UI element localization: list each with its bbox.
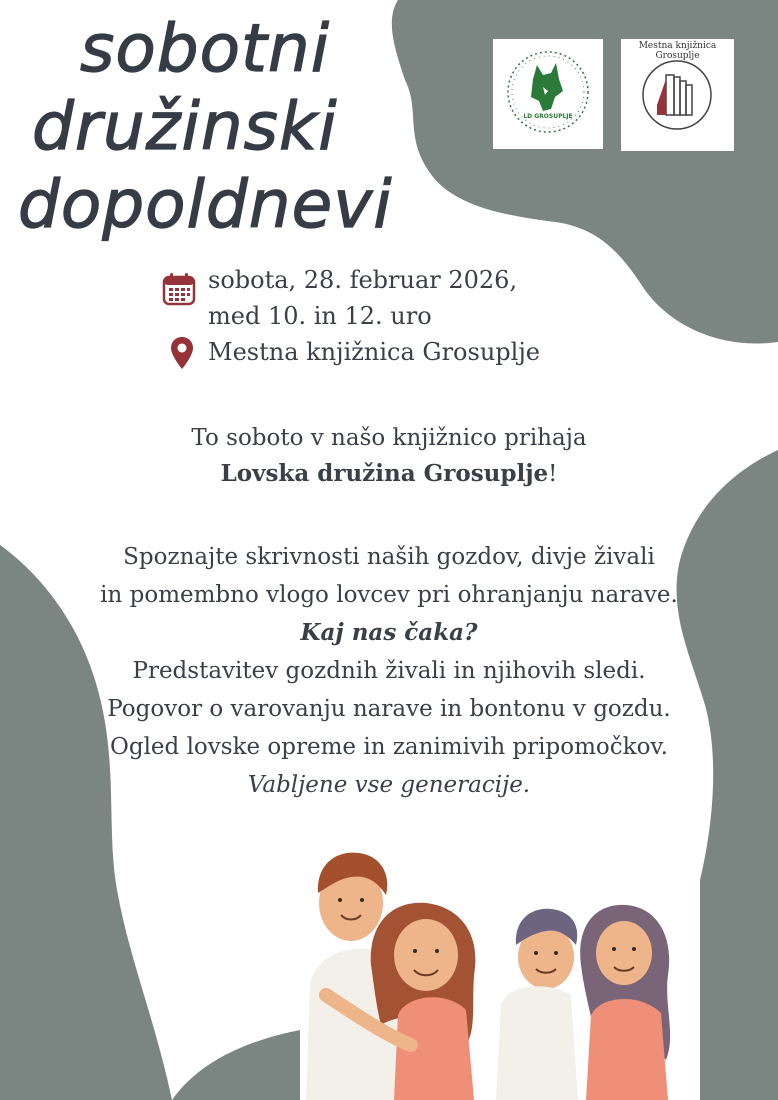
program-item-3: Ogled lovske opreme in zanimivih pripomočkov. xyxy=(109,734,668,760)
calendar-icon xyxy=(162,272,196,316)
event-date: sobota, 28. februar 2026, xyxy=(208,266,518,294)
program-heading: Kaj nas čaka? xyxy=(300,619,478,646)
ld-grosuplje-logo xyxy=(493,39,603,149)
bottom-blob xyxy=(172,1030,300,1100)
event-time: med 10. in 12. uro xyxy=(208,302,432,330)
title-line-2: družinski xyxy=(32,88,338,165)
girl-figure xyxy=(580,905,670,1100)
program-item-2: Pogovor o varovanju narave in bontonu v gozdu. xyxy=(107,696,671,722)
poster-title xyxy=(18,10,398,244)
family-illustration xyxy=(296,845,716,1100)
description-line-2: in pomembno vlogo lovcev pri ohranjanju narave. xyxy=(100,582,678,608)
event-location-row xyxy=(160,334,580,370)
title-line-3: dopoldnevi xyxy=(18,166,393,243)
library-building-icon xyxy=(657,75,692,115)
event-info xyxy=(160,262,580,370)
event-location: Mestna knjižnica Grosuplje xyxy=(208,338,540,366)
ld-logo-text: LD GROSUPLJE xyxy=(523,113,573,120)
library-logo xyxy=(621,39,734,151)
program-item-1: Predstavitev gozdnih živali in njihovih sledi. xyxy=(132,658,646,684)
intro-host-line xyxy=(0,456,778,492)
library-logo-text: Mestna knjižnica Grosuplje xyxy=(638,41,717,61)
title-line-1: sobotni xyxy=(80,10,331,87)
event-date-row xyxy=(160,262,580,334)
closing-line: Vabljene vse generacije. xyxy=(247,772,531,798)
intro-line: To soboto v našo knjižnico prihaja xyxy=(191,425,587,451)
description-line-1: Spoznajte skrivnosti naših gozdov, divje živali xyxy=(123,544,655,570)
map-pin-icon xyxy=(170,336,194,380)
boy-figure xyxy=(496,909,578,1100)
host-exclaim: ! xyxy=(548,461,558,487)
description-block xyxy=(0,538,778,804)
fox-head-icon xyxy=(531,63,563,111)
intro-block xyxy=(0,420,778,492)
host-name: Lovska družina Grosuplje xyxy=(220,460,549,487)
